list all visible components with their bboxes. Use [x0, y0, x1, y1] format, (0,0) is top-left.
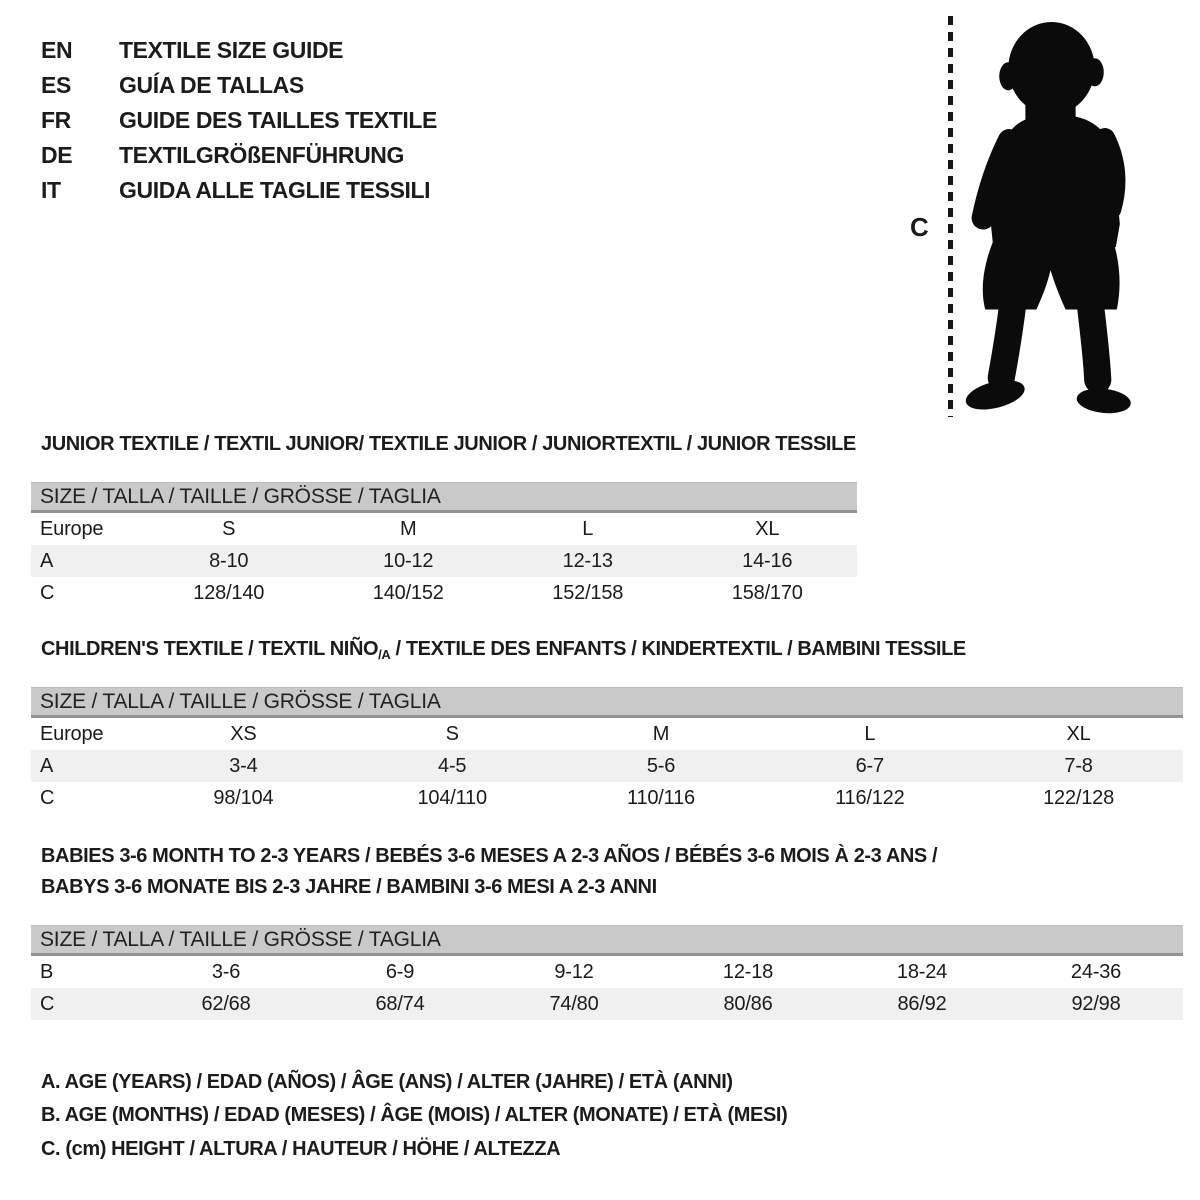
heading-text: / TEXTILE DES ENFANTS / KINDERTEXTIL / BAMBINI TESSILE — [390, 638, 966, 660]
children-section-heading — [41, 638, 966, 662]
cell: 68/74 — [375, 992, 425, 1015]
cell: XS — [230, 722, 257, 745]
cell: 86/92 — [897, 992, 947, 1015]
table-row-height — [31, 577, 857, 609]
cell: 9-12 — [554, 960, 594, 983]
language-code: EN — [41, 37, 73, 63]
cell: 80/86 — [723, 992, 773, 1015]
guide-title: TEXTILE SIZE GUIDE — [119, 37, 344, 63]
cell: 152/158 — [552, 581, 624, 604]
cell: 3-4 — [229, 754, 258, 777]
language-row-fr — [41, 103, 437, 138]
babies-size-table — [31, 925, 1183, 1020]
cell: 110/116 — [627, 786, 695, 809]
height-measure-dashed-line — [948, 16, 953, 417]
guide-title: GUÍA DE TALLAS — [119, 72, 304, 98]
size-table-header-label: SIZE / TALLA / TAILLE / GRÖSSE / TAGLIA — [40, 927, 441, 951]
cell: 122/128 — [1043, 786, 1115, 809]
language-row-es — [41, 68, 437, 103]
children-size-table — [31, 687, 1183, 814]
cell: 158/170 — [731, 581, 803, 604]
language-code: ES — [41, 72, 71, 98]
cell: 14-16 — [742, 549, 793, 572]
cell: 12-18 — [722, 960, 774, 983]
language-row-en — [41, 33, 437, 68]
size-table-header — [31, 925, 1183, 956]
table-row-age-years — [31, 545, 857, 577]
cell: L — [864, 722, 876, 745]
cell: XL — [1066, 722, 1091, 745]
junior-size-table — [31, 482, 857, 609]
table-row-age-months — [31, 956, 1183, 988]
babies-section-heading-line1: BABIES 3-6 MONTH TO 2-3 YEARS / BEBÉS 3-6 MESES A 2-3 AÑOS / BÉBÉS 3-6 MOIS À 2-3 ANS / — [41, 845, 938, 867]
cell: 128/140 — [193, 581, 265, 604]
cell: 6-9 — [385, 960, 415, 983]
cell: 98/104 — [213, 786, 274, 809]
junior-section-heading: JUNIOR TEXTILE / TEXTIL JUNIOR/ TEXTILE JUNIOR / JUNIORTEXTIL / JUNIOR TESSILE — [41, 433, 856, 455]
guide-title: GUIDE DES TAILLES TEXTILE — [119, 107, 437, 133]
cell: S — [222, 517, 236, 540]
row-label: B — [40, 960, 54, 983]
language-code: DE — [41, 142, 73, 168]
cell: XL — [755, 517, 780, 540]
cell: M — [400, 517, 417, 540]
toddler-silhouette-icon — [962, 18, 1140, 420]
guide-title: GUIDA ALLE TAGLIE TESSILI — [119, 177, 431, 203]
row-label: Europe — [40, 517, 104, 540]
row-label: C — [40, 786, 55, 809]
heading-subscript: /A — [378, 647, 391, 662]
cell: L — [582, 517, 594, 540]
cell: 8-10 — [209, 549, 249, 572]
size-table-header — [31, 687, 1183, 718]
size-table-header — [31, 482, 857, 513]
language-code: IT — [41, 177, 61, 203]
cell: S — [445, 722, 459, 745]
cell: 4-5 — [438, 754, 467, 777]
cell: 5-6 — [646, 754, 676, 777]
row-label: C — [40, 581, 55, 604]
heading-text: CHILDREN'S TEXTILE / TEXTIL NIÑO — [41, 638, 379, 660]
babies-section-heading-line2: BABYS 3-6 MONATE BIS 2-3 JAHRE / BAMBINI 3-6 MESI A 2-3 ANNI — [41, 876, 657, 898]
row-label: Europe — [40, 722, 104, 745]
table-row-height — [31, 782, 1183, 814]
legend-age-months: B. AGE (MONTHS) / EDAD (MESES) / ÂGE (MOIS) / ALTER (MONATE) / ETÀ (MESI) — [41, 1104, 788, 1126]
legend-height: C. (cm) HEIGHT / ALTURA / HAUTEUR / HÖHE / ALTEZZA — [41, 1138, 561, 1160]
guide-title: TEXTILGRÖßENFÜHRUNG — [119, 142, 404, 168]
cell: 7-8 — [1064, 754, 1093, 777]
language-title-list — [41, 33, 437, 208]
table-row-europe — [31, 718, 1183, 750]
row-label: A — [40, 549, 54, 572]
cell: 10-12 — [383, 549, 434, 572]
size-table-header-label: SIZE / TALLA / TAILLE / GRÖSSE / TAGLIA — [40, 484, 441, 508]
language-row-de — [41, 138, 437, 173]
size-table-header-label: SIZE / TALLA / TAILLE / GRÖSSE / TAGLIA — [40, 689, 441, 713]
cell: 104/110 — [417, 786, 487, 809]
table-row-europe — [31, 513, 857, 545]
legend-age-years: A. AGE (YEARS) / EDAD (AÑOS) / ÂGE (ANS) / ALTER (JAHRE) / ETÀ (ANNI) — [41, 1071, 733, 1093]
table-row-height — [31, 988, 1183, 1020]
cell: 3-6 — [211, 960, 241, 983]
cell: M — [652, 722, 670, 745]
row-label: C — [40, 992, 55, 1015]
cell: 74/80 — [549, 992, 599, 1015]
language-row-it — [41, 173, 437, 208]
language-code: FR — [41, 107, 71, 133]
table-row-age-years — [31, 750, 1183, 782]
cell: 92/98 — [1071, 992, 1121, 1015]
height-measure-label: C — [910, 212, 929, 242]
cell: 6-7 — [855, 754, 884, 777]
cell: 140/152 — [372, 581, 444, 604]
cell: 62/68 — [201, 992, 251, 1015]
cell: 24-36 — [1070, 960, 1122, 983]
cell: 116/122 — [835, 786, 905, 809]
cell: 18-24 — [896, 960, 948, 983]
cell: 12-13 — [562, 549, 613, 572]
row-label: A — [40, 754, 54, 777]
